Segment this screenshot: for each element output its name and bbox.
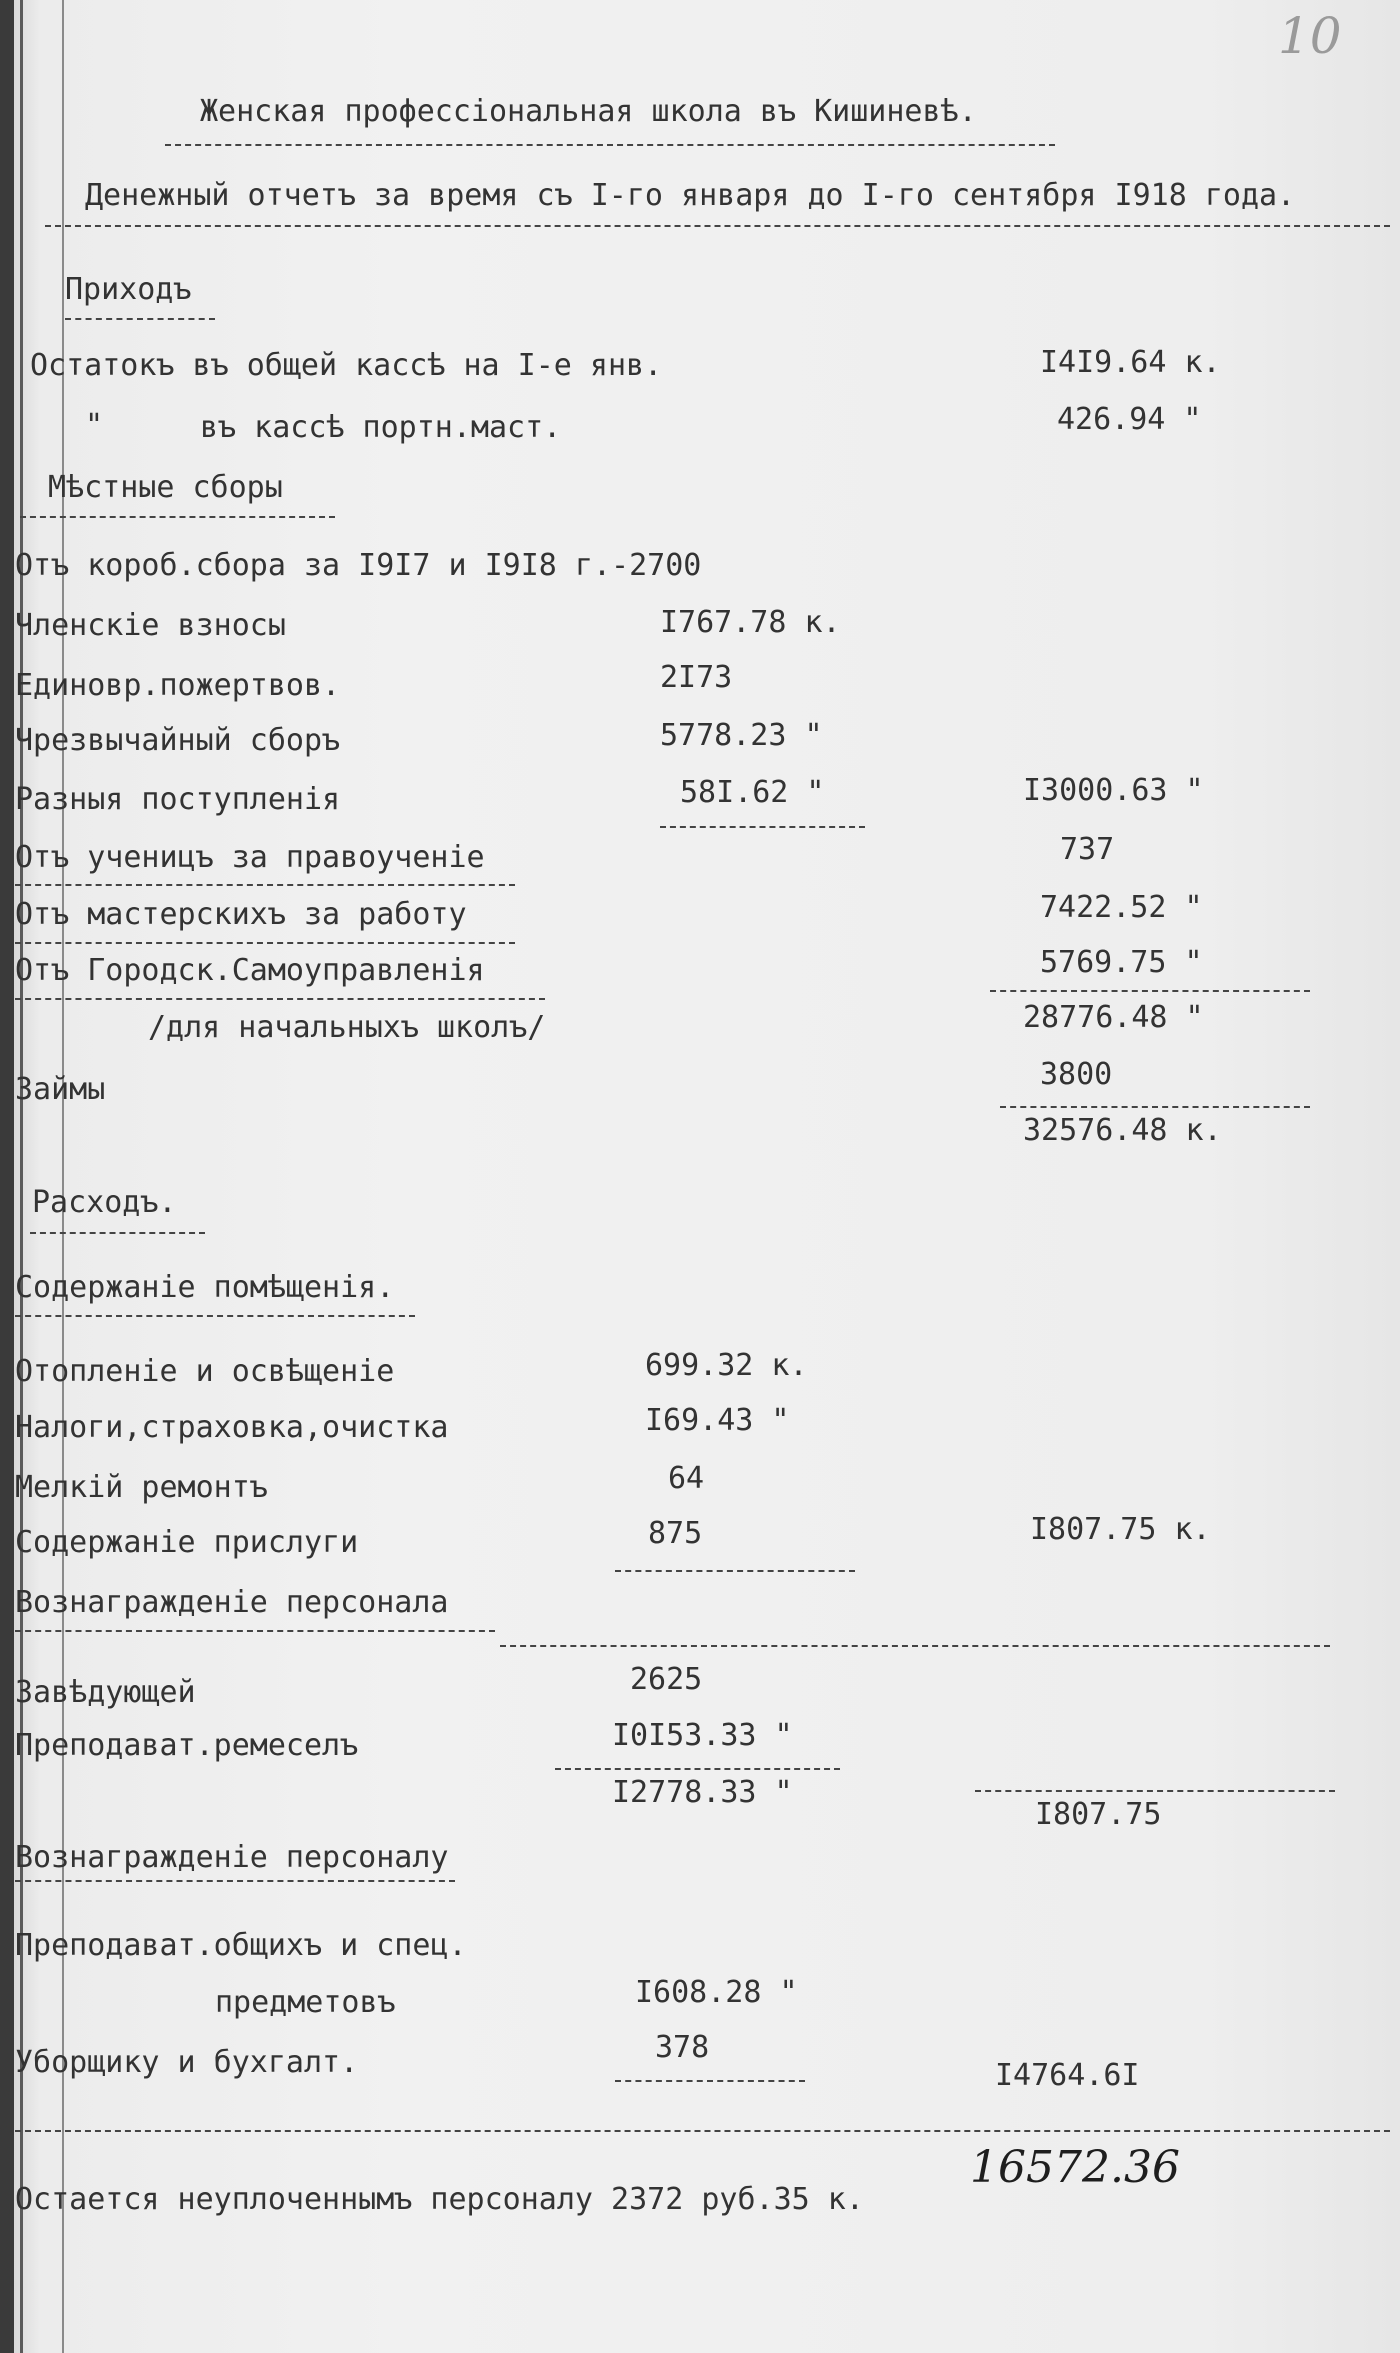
- local-fees-heading: Мѣстные сборы: [48, 470, 283, 505]
- staff-subtotal: I2778.33 ": [612, 1775, 793, 1810]
- local-item-value: I767.78 к.: [660, 605, 841, 640]
- premises-item-label: Налоги,страховка,очистка: [15, 1410, 449, 1445]
- income-subtotal: 28776.48 ": [1023, 1000, 1204, 1035]
- local-item-label: Единовр.пожертвов.: [15, 668, 341, 703]
- premises-item-value: I69.43 ": [645, 1403, 790, 1438]
- carry-total: I807.75: [1035, 1797, 1162, 1832]
- ditto-mark: ": [85, 408, 104, 443]
- staff2-item-value: 378: [655, 2030, 710, 2065]
- other-item-label: Отъ Городск.Самоуправленiя: [15, 953, 485, 988]
- premises-item-total: I807.75 к.: [1030, 1512, 1211, 1547]
- divider: [555, 1768, 840, 1770]
- divider: [20, 516, 335, 518]
- other-item-total: 5769.75 ": [1040, 945, 1203, 980]
- divider: [15, 942, 515, 944]
- premises-item-label: Мелкiй ремонтъ: [15, 1470, 268, 1505]
- local-item-value: 5778.23 ": [660, 718, 823, 753]
- other-item-label: Отъ ученицъ за правоученiе: [15, 840, 485, 875]
- divider: [15, 1315, 415, 1317]
- income-heading: Приходъ: [65, 272, 192, 307]
- local-item-label: Разныя поступленiя: [15, 782, 341, 817]
- divider: [15, 2130, 1390, 2132]
- footer-note: Остается неуплоченнымъ персоналу 2372 руб.35 к.: [15, 2182, 864, 2217]
- staff-heading: Вознагражденiе персонала: [15, 1585, 449, 1620]
- balance-tailor-label: въ кассѣ портн.маст.: [200, 410, 562, 445]
- staff-item-value: I0I53.33 ": [612, 1718, 793, 1753]
- staff2-item-label: Уборщику и бухгалт.: [15, 2045, 359, 2080]
- expense-heading: Расходъ.: [32, 1185, 177, 1220]
- premises-item-value: 64: [668, 1461, 705, 1496]
- divider: [990, 990, 1310, 992]
- local-item-value: 58I.62 ": [680, 775, 825, 810]
- divider: [615, 1570, 855, 1572]
- premises-item-label: Содержанiе прислуги: [15, 1525, 359, 1560]
- staff2-item-label: предметовъ: [215, 1985, 396, 2020]
- divider: [15, 998, 545, 1000]
- divider: [65, 318, 215, 320]
- divider: [15, 1630, 495, 1632]
- premises-heading: Содержанiе помѣщенiя.: [15, 1270, 395, 1305]
- divider: [500, 1645, 1330, 1647]
- local-item-total: I3000.63 ": [1023, 773, 1204, 808]
- local-item-label: Отъ короб.сбора за I9I7 и I9I8 г.-2700: [15, 548, 702, 583]
- premises-item-label: Отопленiе и освѣщенiе: [15, 1354, 395, 1389]
- staff2-heading: Вознагражденiе персоналу: [15, 1840, 449, 1875]
- divider: [45, 225, 1390, 227]
- premises-item-value: 875: [648, 1516, 703, 1551]
- divider: [660, 826, 865, 828]
- premises-item-value: 699.32 к.: [645, 1348, 808, 1383]
- staff-item-label: Преподават.ремеселъ: [15, 1728, 359, 1763]
- loans-label: Займы: [15, 1072, 106, 1107]
- binding-line: [20, 0, 23, 2353]
- handwritten-total: 16572.36: [970, 2142, 1180, 2193]
- loans-value: 3800: [1040, 1057, 1113, 1092]
- page-number: 10: [1278, 7, 1342, 65]
- staff2-total: I4764.6I: [995, 2058, 1140, 2093]
- staff2-item-label: Преподават.общихъ и спец.: [15, 1928, 467, 1963]
- other-item-total: 737: [1060, 832, 1115, 867]
- balance-general-value: I4I9.64 к.: [1040, 345, 1221, 380]
- document-title: Женская профессiональная школа въ Кишиневѣ.: [200, 94, 977, 129]
- staff-item-label: Завѣдующей: [15, 1675, 196, 1710]
- balance-general-label: Остатокъ въ общей кассѣ на I-е янв.: [30, 348, 663, 383]
- divider: [15, 1880, 455, 1882]
- other-item-label: Отъ мастерскихъ за работу: [15, 897, 467, 932]
- divider: [15, 884, 515, 886]
- document-subtitle: Денежный отчетъ за время съ I-го января до I-го сентября I918 года.: [85, 178, 1296, 213]
- divider: [615, 2080, 805, 2082]
- divider: [30, 1232, 205, 1234]
- balance-tailor-value: 426.94 ": [1057, 402, 1202, 437]
- divider: [1000, 1106, 1310, 1108]
- binding-edge: [0, 0, 14, 2353]
- city-note: /для начальныхъ школъ/: [148, 1010, 546, 1045]
- local-item-label: Членскiе взносы: [15, 608, 286, 643]
- local-item-value: 2I73: [660, 660, 733, 695]
- divider: [165, 144, 1055, 146]
- other-item-total: 7422.52 ": [1040, 890, 1203, 925]
- staff2-item-value: I608.28 ": [635, 1975, 798, 2010]
- local-item-label: Чрезвычайный сборъ: [15, 723, 341, 758]
- divider: [975, 1790, 1335, 1792]
- income-grand-total: 32576.48 к.: [1023, 1113, 1222, 1148]
- staff-item-value: 2625: [630, 1662, 703, 1697]
